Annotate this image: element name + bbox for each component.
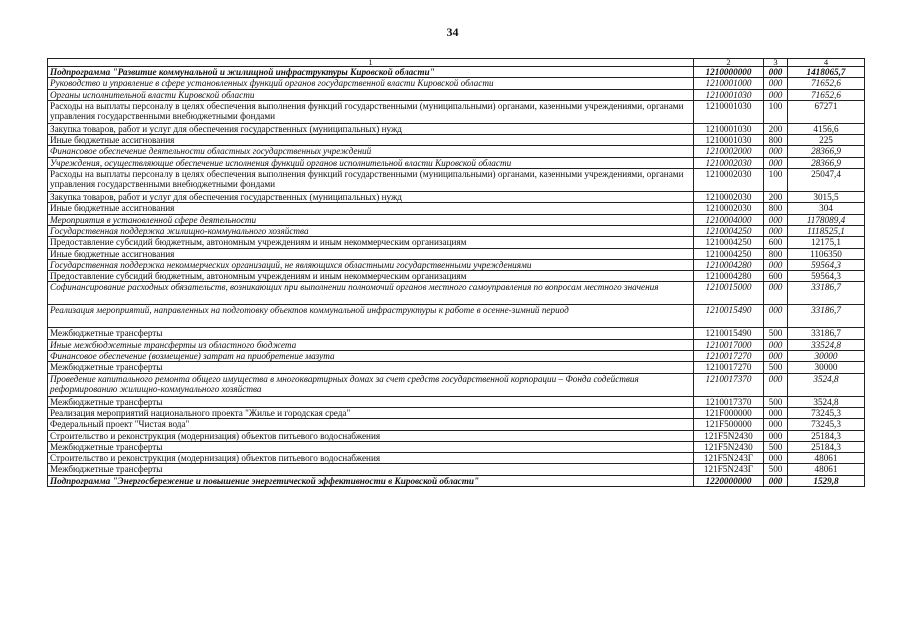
row-expense-type: 100 — [764, 169, 788, 192]
row-code: 121F5N2430 — [694, 441, 764, 452]
row-amount: 59564,3 — [788, 271, 865, 282]
table-row — [48, 259, 865, 270]
table-row — [48, 192, 865, 203]
table-row — [48, 373, 865, 396]
row-amount: 48061 — [788, 464, 865, 475]
table-row — [48, 407, 865, 418]
row-amount: 25184,3 — [788, 441, 865, 452]
row-code: 121F5N243Г — [694, 453, 764, 464]
table-row — [48, 214, 865, 225]
row-amount: 73245,3 — [788, 419, 865, 430]
page-number: 34 — [446, 25, 459, 39]
row-expense-type: 800 — [764, 248, 788, 259]
row-code: 1210002030 — [694, 169, 764, 192]
row-code: 121F5N243Г — [694, 464, 764, 475]
row-amount: 3524,8 — [788, 373, 865, 396]
table-row — [48, 100, 865, 123]
row-code: 1210004250 — [694, 237, 764, 248]
row-name: Строительство и реконструкция (модернизация) объектов питьевого водоснабжения — [48, 453, 694, 464]
row-expense-type: 500 — [764, 328, 788, 339]
row-name: Мероприятия в установленной сфере деятельности — [48, 214, 694, 225]
row-name: Межбюджетные трансферты — [48, 396, 694, 407]
header-col-3: 3 — [764, 59, 788, 67]
row-amount: 225 — [788, 135, 865, 146]
row-expense-type: 000 — [764, 146, 788, 157]
row-code: 1210017370 — [694, 373, 764, 396]
table-row — [48, 396, 865, 407]
row-code: 1210004000 — [694, 214, 764, 225]
table-row — [48, 67, 865, 78]
row-code: 121F000000 — [694, 407, 764, 418]
row-name: Подпрограмма "Развитие коммунальной и жилищной инфраструктуры Кировской области" — [48, 67, 694, 78]
row-expense-type: 000 — [764, 407, 788, 418]
row-expense-type: 000 — [764, 78, 788, 89]
row-name: Иные межбюджетные трансферты из областного бюджета — [48, 339, 694, 350]
row-expense-type: 000 — [764, 419, 788, 430]
row-amount: 25184,3 — [788, 430, 865, 441]
header-col-4: 4 — [788, 59, 865, 67]
row-amount: 3524,8 — [788, 396, 865, 407]
row-code: 1210002030 — [694, 192, 764, 203]
row-expense-type: 500 — [764, 362, 788, 373]
row-name: Предоставление субсидий бюджетным, автономным учреждениям и иным некоммерческим организациям — [48, 271, 694, 282]
row-amount: 28366,9 — [788, 157, 865, 168]
table-row — [48, 351, 865, 362]
row-code: 1220000000 — [694, 475, 764, 486]
row-name: Государственная поддержка жилищно-коммунального хозяйства — [48, 225, 694, 236]
row-code: 1210001030 — [694, 135, 764, 146]
table-row — [48, 475, 865, 486]
row-name: Иные бюджетные ассигнования — [48, 135, 694, 146]
row-amount: 1178089,4 — [788, 214, 865, 225]
row-name: Реализация мероприятий национального проекта "Жилье и городская среда" — [48, 407, 694, 418]
row-code: 1210004250 — [694, 225, 764, 236]
row-code: 1210000000 — [694, 67, 764, 78]
row-amount: 1106350 — [788, 248, 865, 259]
table-row — [48, 339, 865, 350]
row-name: Учреждения, осуществляющие обеспечение исполнения функций органов исполнительной власти Кировской области — [48, 157, 694, 168]
row-code: 121F500000 — [694, 419, 764, 430]
row-expense-type: 000 — [764, 259, 788, 270]
row-code: 1210017270 — [694, 351, 764, 362]
row-name: Расходы на выплаты персоналу в целях обеспечения выполнения функций государственными (муниципальными) органами, казенными учреждениями, органами управления государственными внебюджетными фондами — [48, 169, 694, 192]
row-name: Межбюджетные трансферты — [48, 362, 694, 373]
row-code: 1210015490 — [694, 328, 764, 339]
row-amount: 67271 — [788, 100, 865, 123]
row-code: 1210001030 — [694, 100, 764, 123]
row-expense-type: 000 — [764, 67, 788, 78]
row-name: Межбюджетные трансферты — [48, 328, 694, 339]
row-expense-type: 000 — [764, 430, 788, 441]
header-col-2: 2 — [694, 59, 764, 67]
row-expense-type: 000 — [764, 89, 788, 100]
row-expense-type: 100 — [764, 100, 788, 123]
row-code: 1210001030 — [694, 89, 764, 100]
row-amount: 33186,7 — [788, 328, 865, 339]
row-code: 1210015490 — [694, 305, 764, 328]
row-expense-type: 800 — [764, 135, 788, 146]
row-name: Строительство и реконструкция (модернизация) объектов питьевого водоснабжения — [48, 430, 694, 441]
row-code: 1210004250 — [694, 248, 764, 259]
row-code: 1210002030 — [694, 203, 764, 214]
row-expense-type: 600 — [764, 237, 788, 248]
row-expense-type: 000 — [764, 225, 788, 236]
row-expense-type: 000 — [764, 282, 788, 305]
row-name: Государственная поддержка некоммерческих организаций, не являющихся областными государственными учреждениями — [48, 259, 694, 270]
row-name: Иные бюджетные ассигнования — [48, 203, 694, 214]
row-code: 1210017370 — [694, 396, 764, 407]
row-expense-type: 800 — [764, 203, 788, 214]
row-amount: 12175,1 — [788, 237, 865, 248]
table-row — [48, 248, 865, 259]
table-row — [48, 362, 865, 373]
table-row — [48, 453, 865, 464]
row-amount: 1118525,1 — [788, 225, 865, 236]
row-expense-type: 200 — [764, 123, 788, 134]
row-expense-type: 000 — [764, 305, 788, 328]
table-row — [48, 441, 865, 452]
row-amount: 28366,9 — [788, 146, 865, 157]
budget-table — [47, 58, 865, 487]
table-row — [48, 123, 865, 134]
row-code: 1210001030 — [694, 123, 764, 134]
row-code: 1210017270 — [694, 362, 764, 373]
row-amount: 3015,5 — [788, 192, 865, 203]
row-expense-type: 200 — [764, 192, 788, 203]
row-name: Предоставление субсидий бюджетным, автономным учреждениям и иным некоммерческим организациям — [48, 237, 694, 248]
table-row — [48, 237, 865, 248]
row-name: Расходы на выплаты персоналу в целях обеспечения выполнения функций государственными (муниципальными) органами, казенными учреждениями, органами управления государственными внебюджетными фондами — [48, 100, 694, 123]
row-amount: 59564,3 — [788, 259, 865, 270]
table-row — [48, 89, 865, 100]
row-name: Межбюджетные трансферты — [48, 464, 694, 475]
row-amount: 4156,6 — [788, 123, 865, 134]
table-row — [48, 419, 865, 430]
table-row — [48, 225, 865, 236]
row-name: Проведение капитального ремонта общего имущества в многоквартирных домах за счет средств государственной корпорации – Фонда содействия реформированию жилищно-коммунального хозяйства — [48, 373, 694, 396]
row-name: Иные бюджетные ассигнования — [48, 248, 694, 259]
row-expense-type: 600 — [764, 271, 788, 282]
table-row — [48, 78, 865, 89]
table-row — [48, 203, 865, 214]
row-expense-type: 000 — [764, 475, 788, 486]
table-row — [48, 430, 865, 441]
row-amount: 30000 — [788, 351, 865, 362]
table-header-row — [48, 59, 865, 67]
row-name: Софинансирование расходных обязательств, возникающих при выполнении полномочий органов местного самоуправления по вопросам местного значения — [48, 282, 694, 305]
row-expense-type: 000 — [764, 453, 788, 464]
row-name: Федеральный проект "Чистая вода" — [48, 419, 694, 430]
row-name: Органы исполнительной власти Кировской области — [48, 89, 694, 100]
row-name: Реализация мероприятий, направленных на подготовку объектов коммунальной инфраструктуры к работе в осенне-зимний период — [48, 305, 694, 328]
row-amount: 71652,6 — [788, 78, 865, 89]
row-amount: 33186,7 — [788, 282, 865, 305]
row-code: 1210001000 — [694, 78, 764, 89]
row-expense-type: 000 — [764, 214, 788, 225]
table-row — [48, 135, 865, 146]
row-amount: 33186,7 — [788, 305, 865, 328]
row-name: Межбюджетные трансферты — [48, 441, 694, 452]
row-amount: 304 — [788, 203, 865, 214]
row-code: 1210004280 — [694, 259, 764, 270]
row-code: 1210002030 — [694, 157, 764, 168]
row-amount: 33524,8 — [788, 339, 865, 350]
row-expense-type: 000 — [764, 373, 788, 396]
table-row — [48, 146, 865, 157]
row-expense-type: 000 — [764, 339, 788, 350]
row-code: 1210015000 — [694, 282, 764, 305]
header-col-1: 1 — [48, 59, 694, 67]
row-code: 121F5N2430 — [694, 430, 764, 441]
row-name: Закупка товаров, работ и услуг для обеспечения государственных (муниципальных) нужд — [48, 123, 694, 134]
row-name: Подпрограмма "Энергосбережение и повышение энергетической эффективности в Кировской области" — [48, 475, 694, 486]
row-expense-type: 000 — [764, 351, 788, 362]
row-amount: 1529,8 — [788, 475, 865, 486]
table-row — [48, 169, 865, 192]
table-row — [48, 464, 865, 475]
table-row — [48, 157, 865, 168]
row-code: 1210002000 — [694, 146, 764, 157]
row-name: Руководство и управление в сфере установленных функций органов государственной власти Кировской области — [48, 78, 694, 89]
row-amount: 25047,4 — [788, 169, 865, 192]
row-expense-type: 500 — [764, 441, 788, 452]
table-row — [48, 282, 865, 305]
budget-table-body — [48, 59, 865, 487]
row-code: 1210017000 — [694, 339, 764, 350]
row-amount: 71652,6 — [788, 89, 865, 100]
row-name: Финансовое обеспечение деятельности областных государственных учреждений — [48, 146, 694, 157]
row-expense-type: 500 — [764, 464, 788, 475]
row-amount: 30000 — [788, 362, 865, 373]
row-name: Закупка товаров, работ и услуг для обеспечения государственных (муниципальных) нужд — [48, 192, 694, 203]
row-amount: 48061 — [788, 453, 865, 464]
row-expense-type: 500 — [764, 396, 788, 407]
table-row — [48, 328, 865, 339]
row-expense-type: 000 — [764, 157, 788, 168]
row-name: Финансовое обеспечение (возмещение) затрат на приобретение мазута — [48, 351, 694, 362]
table-row — [48, 271, 865, 282]
table-row — [48, 305, 865, 328]
row-amount: 73245,3 — [788, 407, 865, 418]
row-amount: 1418065,7 — [788, 67, 865, 78]
row-code: 1210004280 — [694, 271, 764, 282]
